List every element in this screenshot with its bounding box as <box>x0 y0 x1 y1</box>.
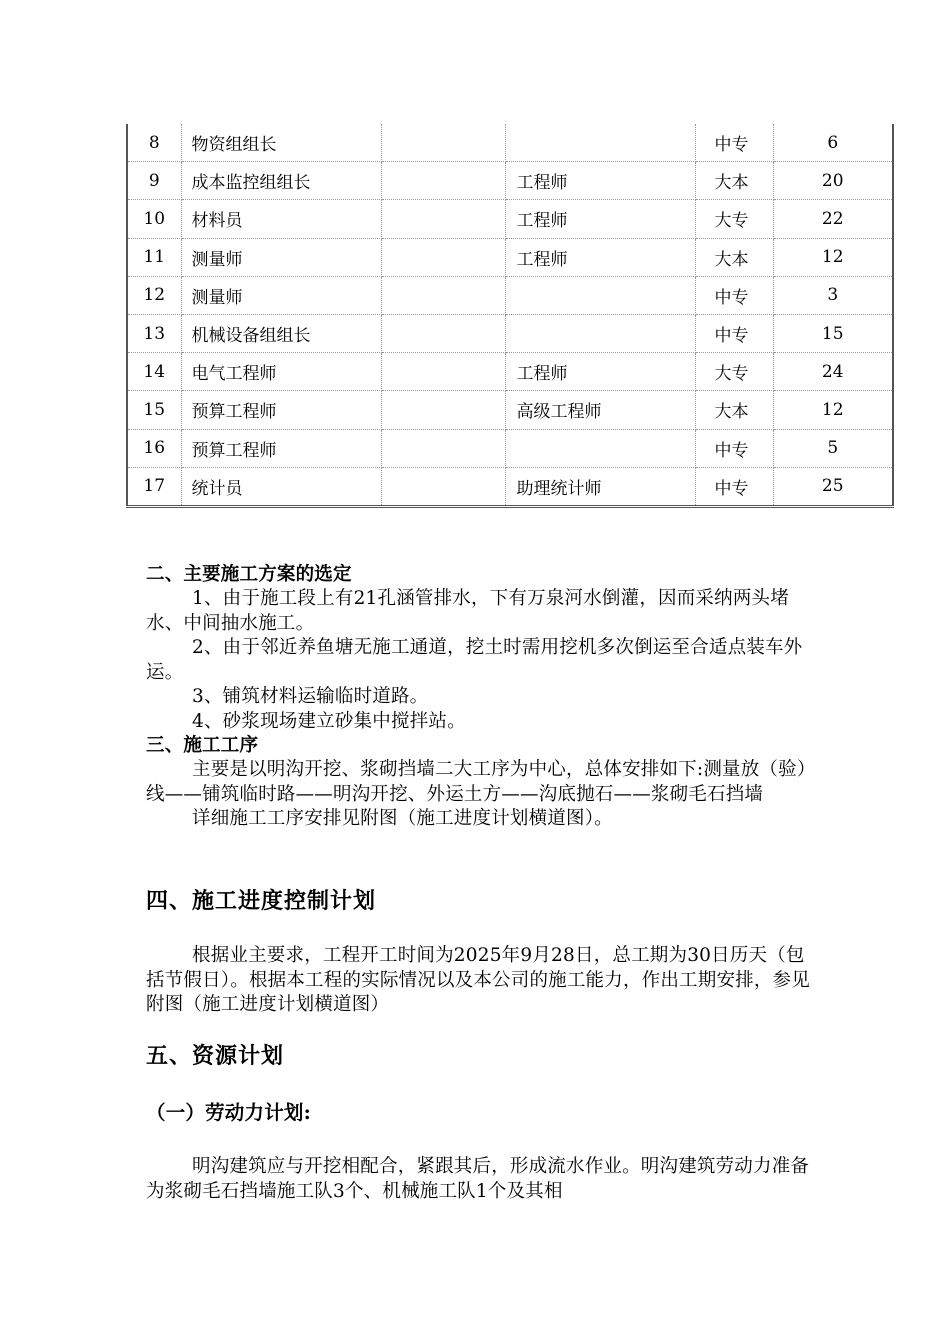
section3-body <box>146 758 812 832</box>
cell-title: 工程师 <box>505 353 695 391</box>
staff-table <box>126 124 894 508</box>
cell-col3 <box>381 238 505 276</box>
cell-edu: 大专 <box>695 200 773 238</box>
table-row <box>127 353 893 391</box>
cell-years: 3 <box>773 276 893 314</box>
section5-para: 明沟建筑应与开挖相配合，紧跟其后，形成流水作业。明沟建筑劳动力准备为浆砌毛石挡墙施工队3个、机械施工队1个及其相 <box>146 1156 810 1202</box>
table-row <box>127 276 893 314</box>
cell-edu: 中专 <box>695 124 773 162</box>
cell-col3 <box>381 314 505 352</box>
cell-role: 材料员 <box>181 200 381 238</box>
cell-years: 22 <box>773 200 893 238</box>
table-row <box>127 162 893 200</box>
cell-edu: 中专 <box>695 429 773 467</box>
cell-years: 5 <box>773 429 893 467</box>
cell-col3 <box>381 124 505 162</box>
cell-no: 17 <box>127 467 181 506</box>
table-row <box>127 391 893 429</box>
section2-item-2: 2、由于邻近养鱼塘无施工通道，挖土时需用挖机多次倒运至合适点装车外运。 <box>146 637 803 683</box>
section2-item-1: 1、由于施工段上有21孔涵管排水，下有万泉河水倒灌，因而采纳两头堵水、中间抽水施工。 <box>146 588 789 634</box>
cell-no: 9 <box>127 162 181 200</box>
cell-role: 测量师 <box>181 238 381 276</box>
cell-role: 预算工程师 <box>181 429 381 467</box>
cell-no: 13 <box>127 314 181 352</box>
cell-role: 预算工程师 <box>181 391 381 429</box>
cell-years: 24 <box>773 353 893 391</box>
cell-no: 15 <box>127 391 181 429</box>
cell-title <box>505 314 695 352</box>
cell-title: 工程师 <box>505 162 695 200</box>
section2-heading: 二、主要施工方案的选定 <box>146 564 352 585</box>
cell-title: 工程师 <box>505 200 695 238</box>
cell-role: 成本监控组组长 <box>181 162 381 200</box>
cell-edu: 大本 <box>695 162 773 200</box>
cell-title: 高级工程师 <box>505 391 695 429</box>
cell-years: 20 <box>773 162 893 200</box>
cell-years: 12 <box>773 391 893 429</box>
cell-role: 机械设备组组长 <box>181 314 381 352</box>
cell-years: 15 <box>773 314 893 352</box>
cell-no: 16 <box>127 429 181 467</box>
table-row <box>127 467 893 506</box>
cell-title <box>505 429 695 467</box>
cell-col3 <box>381 391 505 429</box>
section4-heading: 四、施工进度控制计划 <box>146 888 377 914</box>
table-row <box>127 429 893 467</box>
cell-edu: 大专 <box>695 353 773 391</box>
section5-body <box>146 1155 812 1204</box>
section5-heading: 五、资源计划 <box>146 1043 285 1069</box>
cell-role: 物资组组长 <box>181 124 381 162</box>
cell-years: 25 <box>773 467 893 506</box>
cell-role: 测量师 <box>181 276 381 314</box>
table-row <box>127 200 893 238</box>
staff-table-body <box>127 124 893 506</box>
cell-col3 <box>381 467 505 506</box>
staff-table-container <box>126 124 892 508</box>
cell-col3 <box>381 162 505 200</box>
cell-no: 8 <box>127 124 181 162</box>
section2-list <box>146 587 812 734</box>
cell-title: 助理统计师 <box>505 467 695 506</box>
cell-title <box>505 276 695 314</box>
table-row <box>127 124 893 162</box>
cell-edu: 大本 <box>695 391 773 429</box>
cell-no: 14 <box>127 353 181 391</box>
section3-para-2: 详细施工工序安排见附图（施工进度计划横道图）。 <box>192 808 613 829</box>
cell-title <box>505 124 695 162</box>
section3-para-1: 主要是以明沟开挖、浆砌挡墙二大工序为中心，总体安排如下:测量放（验）线——铺筑临时路——明沟开挖、外运土方——沟底抛石——浆砌毛石挡墙 <box>146 759 807 805</box>
section5-sub1: （一）劳动力计划: <box>146 1101 311 1124</box>
cell-years: 12 <box>773 238 893 276</box>
cell-col3 <box>381 200 505 238</box>
cell-no: 11 <box>127 238 181 276</box>
cell-col3 <box>381 276 505 314</box>
section4-para: 根据业主要求，工程开工时间为2025年9月28日，总工期为30日历天（包括节假日）。根据本工程的实际情况以及本公司的施工能力，作出工期安排，参见附图（施工进度计划横道图） <box>146 945 810 1015</box>
section4-body <box>146 944 812 1018</box>
cell-edu: 中专 <box>695 467 773 506</box>
section2-item-4: 4、砂浆现场建立砂集中搅拌站。 <box>192 710 466 732</box>
cell-role: 统计员 <box>181 467 381 506</box>
cell-role: 电气工程师 <box>181 353 381 391</box>
cell-col3 <box>381 353 505 391</box>
cell-edu: 中专 <box>695 314 773 352</box>
section3-heading: 三、施工工序 <box>146 735 259 756</box>
cell-title: 工程师 <box>505 238 695 276</box>
table-row <box>127 238 893 276</box>
cell-edu: 中专 <box>695 276 773 314</box>
cell-years: 6 <box>773 124 893 162</box>
table-row <box>127 314 893 352</box>
cell-col3 <box>381 429 505 467</box>
cell-no: 12 <box>127 276 181 314</box>
section2-item-3: 3、铺筑材料运输临时道路。 <box>192 686 429 707</box>
cell-no: 10 <box>127 200 181 238</box>
cell-edu: 大本 <box>695 238 773 276</box>
